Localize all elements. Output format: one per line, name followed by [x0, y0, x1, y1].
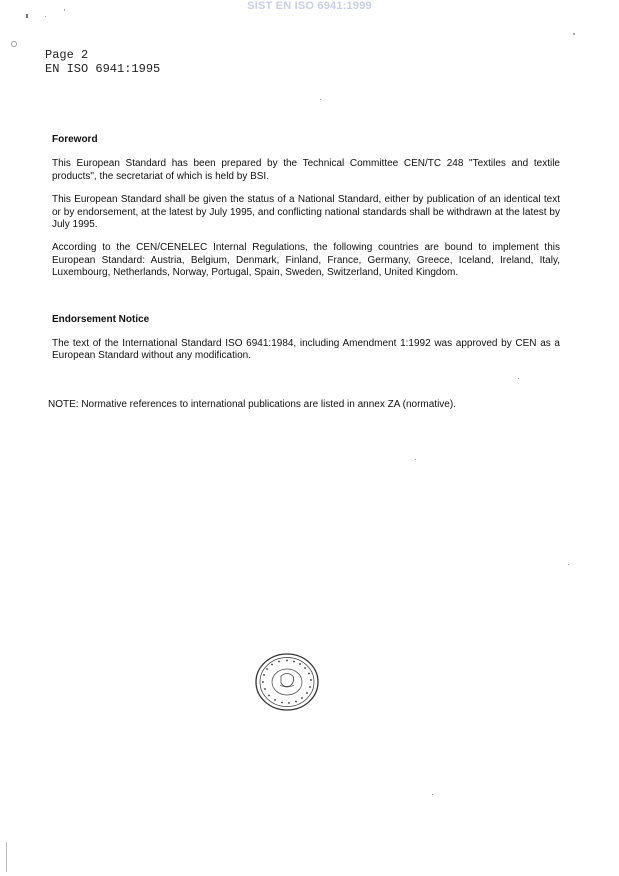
institute-stamp-icon [254, 652, 320, 712]
endorsement-paragraph: The text of the International Standard ISO 6941:1984, including Amendment 1:1992 was approved by CEN as a European Standard without any modification. [52, 338, 560, 362]
document-id: EN ISO 6941:1995 [45, 62, 161, 76]
foreword-heading: Foreword [52, 134, 98, 145]
endorsement-heading: Endorsement Notice [52, 313, 150, 325]
foreword-paragraph-3: According to the CEN/CENELEC Internal Regulations, the following countries are bound to implement this European Standard: Austria, Belgium, Denmark, Finland, France, Germany, Greece, Iceland, Ireland, Italy, Luxembourg, Netherlands, Norway, Portugal, Spain, Sweden, Switzerland, United Kingdom. [52, 242, 560, 279]
normative-note: NOTE: Normative references to international publications are listed in annex ZA (normative). [48, 399, 456, 410]
foreword-paragraph-1: This European Standard has been prepared by the Technical Committee CEN/TC 248 "Textiles and textile products", the secretariat of which is held by BSI. [52, 158, 560, 182]
page-number: Page 2 [45, 48, 89, 62]
document-body [52, 134, 560, 374]
watermark: SIST EN ISO 6941:1999 [247, 0, 372, 12]
page-header [45, 48, 160, 76]
foreword-paragraph-2: This European Standard shall be given the status of a National Standard, either by publication of an identical text or by endorsement, at the latest by July 1995, and conflicting national standards shall be withdrawn at the latest by July 1995. [52, 194, 560, 231]
